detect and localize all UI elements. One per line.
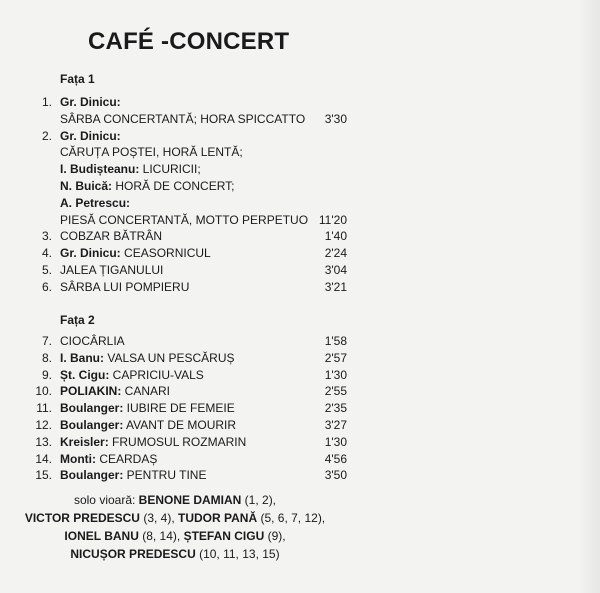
composer-name: POLIAKIN: xyxy=(60,384,122,399)
composer-name: A. Petrescu: xyxy=(60,195,131,210)
track-title: LICURICII; xyxy=(139,162,201,177)
track-duration: 2'24 xyxy=(324,246,347,261)
track-duration: 1'40 xyxy=(324,229,347,244)
track-title: IUBIRE DE FEMEIE xyxy=(123,401,235,416)
track-number: 9. xyxy=(41,367,52,382)
credit-text: (1, 2), xyxy=(241,493,277,507)
credit-text: (9), xyxy=(264,529,286,543)
track-number: 8. xyxy=(41,350,52,365)
track-number: 4. xyxy=(41,246,52,261)
side-2-heading: Fața 2 xyxy=(60,313,95,327)
track-line xyxy=(60,401,235,415)
track-duration: 2'35 xyxy=(324,401,347,416)
track-line xyxy=(60,351,235,365)
track-line xyxy=(60,145,243,159)
credit-text: solo vioară: xyxy=(73,493,139,507)
track-title: PIESĂ CONCERTANTĂ, MOTTO PERPETUO xyxy=(60,212,309,227)
performer-name: TUDOR PANĂ xyxy=(178,511,258,525)
credit-text: (10, 11, 13, 15) xyxy=(195,547,280,561)
credit-text: (5, 6, 7, 12), xyxy=(257,511,326,525)
performer-name: ȘTEFAN CIGU xyxy=(183,529,265,543)
track-number: 5. xyxy=(41,263,52,277)
track-line xyxy=(60,95,121,109)
composer-name: Șt. Cigu: xyxy=(60,367,110,382)
composer-name: Monti: xyxy=(60,451,96,466)
track-line xyxy=(60,112,305,126)
credit-line xyxy=(0,545,350,563)
track-line xyxy=(60,162,201,176)
performer-name: VICTOR PREDESCU xyxy=(24,511,140,525)
composer-name: Boulanger: xyxy=(60,468,124,483)
track-duration: 1'30 xyxy=(324,367,347,382)
track-line xyxy=(60,229,162,243)
track-title: PENTRU TINE xyxy=(123,468,207,483)
credit-text: (3, 4), xyxy=(139,511,178,525)
track-duration: 3'27 xyxy=(324,418,347,432)
track-line xyxy=(60,246,211,260)
track-number: 10. xyxy=(35,384,52,399)
track-line xyxy=(60,452,157,466)
track-duration: 3'21 xyxy=(324,279,347,294)
track-line xyxy=(60,213,308,227)
track-duration: 3'30 xyxy=(324,111,347,126)
track-number: 7. xyxy=(41,334,52,348)
performer-name: BENONE DAMIAN xyxy=(138,493,242,507)
track-line xyxy=(60,418,236,432)
track-number: 13. xyxy=(35,434,52,449)
track-number: 2. xyxy=(41,128,52,143)
composer-name: Gr. Dinicu: xyxy=(60,246,121,261)
track-title: JALEA ȚIGANULUI xyxy=(60,263,164,277)
track-line xyxy=(60,129,121,143)
track-line xyxy=(60,384,170,398)
credit-line xyxy=(0,509,350,527)
track-duration: 1'58 xyxy=(324,334,347,348)
track-title: VALSA UN PESCĂRUȘ xyxy=(104,350,235,365)
credit-text: (8, 14), xyxy=(138,529,184,543)
composer-name: Boulanger: xyxy=(60,418,124,432)
track-title: FRUMOSUL ROZMARIN xyxy=(108,434,247,449)
track-title: AVANT DE MOURIR xyxy=(123,418,237,432)
track-title: CĂRUȚA POȘTEI, HORĂ LENTĂ; xyxy=(60,145,243,160)
track-title: SÂRBA LUI POMPIERU xyxy=(60,279,190,294)
track-duration: 3'04 xyxy=(324,263,347,277)
composer-name: Boulanger: xyxy=(60,401,124,416)
performer-name: NICUȘOR PREDESCU xyxy=(70,547,196,561)
credit-line xyxy=(0,491,350,509)
track-line xyxy=(60,468,206,482)
track-title: CIOCÂRLIA xyxy=(60,334,125,348)
track-title: CAPRICIU-VALS xyxy=(109,367,204,382)
track-number: 3. xyxy=(41,229,52,244)
composer-name: I. Budișteanu: xyxy=(60,162,140,177)
track-line xyxy=(60,334,125,348)
track-number: 14. xyxy=(35,451,52,466)
track-line xyxy=(60,368,204,382)
track-title: CANARI xyxy=(121,384,171,399)
track-duration: 1'30 xyxy=(324,434,347,449)
track-number: 6. xyxy=(41,279,52,294)
composer-name: Gr. Dinicu: xyxy=(60,95,121,109)
track-duration: 4'56 xyxy=(324,451,347,466)
track-number: 15. xyxy=(35,468,52,483)
track-line xyxy=(60,435,246,449)
track-line xyxy=(60,196,130,210)
track-line xyxy=(60,263,163,277)
track-duration: 11'20 xyxy=(318,212,347,227)
side-1-heading: Fața 1 xyxy=(60,72,95,86)
track-title: SÂRBA CONCERTANTĂ; HORA SPICCATTO xyxy=(60,111,306,126)
credit-line xyxy=(0,527,350,545)
composer-name: Kreisler: xyxy=(60,434,109,449)
track-duration: 2'55 xyxy=(324,384,347,399)
scan-edge-shadow xyxy=(578,0,600,593)
track-number: 11. xyxy=(36,401,52,416)
track-title: CEASORNICUL xyxy=(120,246,211,261)
album-title: CAFÉ -CONCERT xyxy=(88,28,290,55)
track-line xyxy=(60,179,234,193)
track-line xyxy=(60,280,189,294)
composer-name: N. Buică: xyxy=(60,179,113,193)
track-title: CEARDAȘ xyxy=(95,451,158,466)
performer-name: IONEL BANU xyxy=(64,529,139,543)
track-title: HORĂ DE CONCERT; xyxy=(112,179,235,193)
track-number: 1. xyxy=(41,95,52,109)
track-title: COBZAR BĂTRÂN xyxy=(60,229,163,244)
track-duration: 2'57 xyxy=(324,350,347,365)
track-duration: 3'50 xyxy=(324,468,347,483)
composer-name: Gr. Dinicu: xyxy=(60,128,121,143)
composer-name: I. Banu: xyxy=(60,350,104,365)
track-number: 12. xyxy=(35,418,52,432)
